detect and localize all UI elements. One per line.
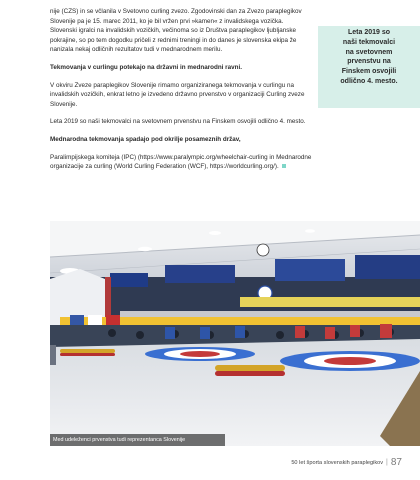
article-text (50, 7, 312, 172)
pull-quote-box (318, 26, 420, 108)
pull-quote-line: prvenstvu na (347, 58, 391, 66)
end-of-article-mark (282, 164, 286, 168)
photo-caption: Med udeleženci prvenstva tudi reprezentanca Slovenije (50, 434, 225, 446)
pull-quote-line: Leta 2019 so (347, 29, 391, 36)
body-paragraph-3 (50, 153, 312, 172)
footer-separator: | (386, 459, 388, 466)
page-footer (291, 457, 402, 468)
photo-illustration (50, 221, 420, 446)
footer-title: 50 let športa slovenskih paraplegikov (291, 459, 384, 466)
intro-paragraph: nije (CZS) in se včlanila v Svetovno curling zvezo. Zgodovinski dan za Zvezo paraplegikov Slovenije pa je 15. marec 2011, ko je bil vržen prvi »kamen« z invalidskega vozička. Slovenski igralci na invalidskih vozičkih, večinoma so iz Društva paraplegikov ljubljanske pokrajine, so po tem dogodku pričeli z rednimi treningi in do danes je slovenska ekipa že nanizala nekaj odličnih rezultatov tudi v mednarodnem merilu. (50, 8, 302, 54)
curling-arena-photo (50, 221, 420, 446)
section-heading-2: Mednarodna tekmovanja spadajo pod okrilje posameznih držav, (50, 135, 241, 143)
body-paragraph-3-text: Paralimpijskega komiteja (IPC) (https://www.paralympic.org/wheelchair-curling in Mednarodne organizacije za curling (World Curling Federation (WCF), https://worldcurling.org/). (50, 153, 312, 171)
pull-quote-line: na svetovnem (345, 48, 393, 56)
body-paragraph-1: V okviru Zveze paraplegikov Slovenije rimamo organiziranega tekmovanja v curlingu na invalidskih vozičkih, enkrat letno je izvedeno državno prvenstvo v organizaciji Curling zveze Slovenije. (50, 81, 305, 108)
pull-quote-line: Finskem osvojili (341, 68, 397, 76)
pull-quote-line: naši tekmovalci (342, 38, 396, 46)
pull-quote-line: odlično 4. mesto. (340, 77, 398, 85)
section-heading-1: Tekmovanja v curlingu potekajo na državni in mednarodni ravni. (50, 63, 242, 71)
body-paragraph-2: Leta 2019 so naši tekmovalci na svetovnem prvenstvu na Finskem osvojili odlično 4. mesto. (50, 118, 306, 126)
page-number: 87 (390, 457, 402, 468)
